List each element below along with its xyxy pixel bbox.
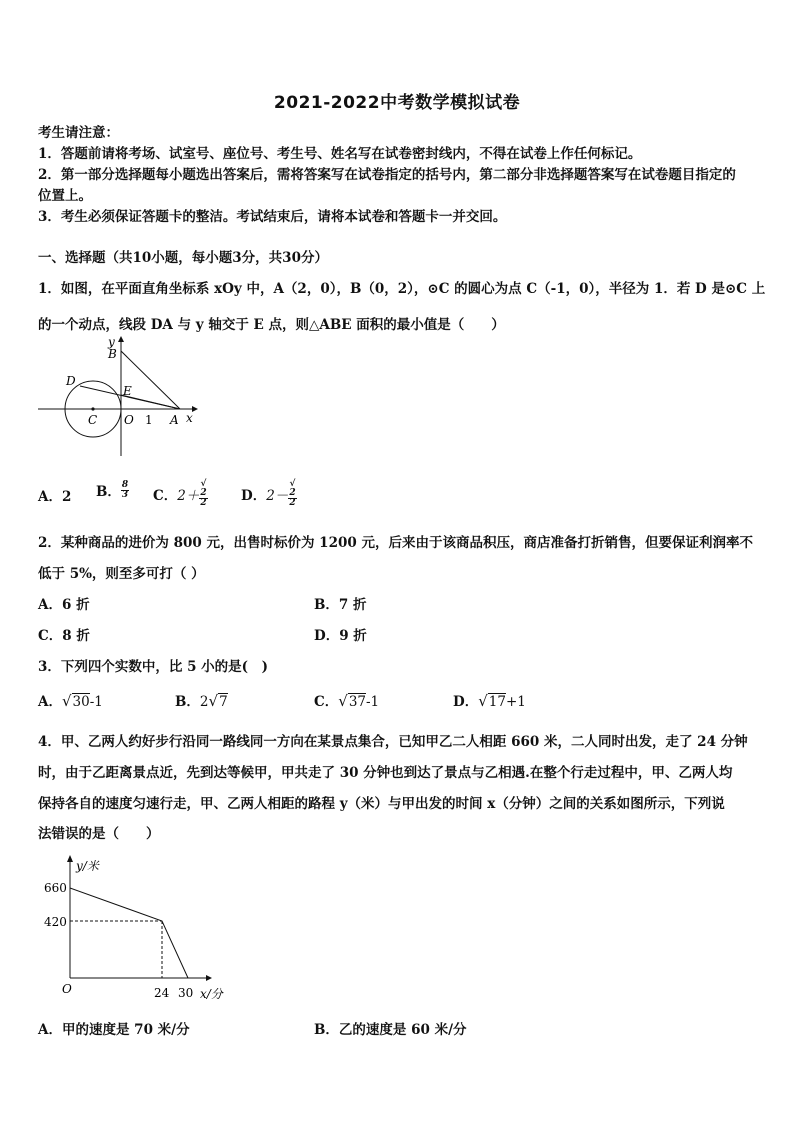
label-y: y bbox=[108, 335, 115, 349]
q3-option-c[interactable]: C．√37-1 bbox=[314, 692, 380, 710]
q1-option-d[interactable] bbox=[241, 480, 297, 508]
option-tail: -1 bbox=[366, 694, 380, 710]
q4-option-b[interactable]: B．乙的速度是 60 米/分 bbox=[314, 1022, 467, 1038]
notice-heading: 考生请注意： bbox=[38, 125, 119, 141]
label-e: E bbox=[123, 384, 132, 398]
fraction-den: 3 bbox=[121, 489, 129, 500]
section-heading: 一、选择题（共10小题，每小题3分，共30分） bbox=[38, 250, 328, 266]
q1-stem-line: 1．如图，在平面直角坐标系 xOy 中，A（2，0），B（0，2），⊙C 的圆心为点 C（-1，0），半径为 1．若 D 是⊙C 上 bbox=[38, 281, 766, 297]
q4-stem-line: 法错误的是（ ） bbox=[38, 826, 160, 842]
label-b: B bbox=[108, 347, 117, 361]
q2-option-b[interactable]: B．7 折 bbox=[314, 597, 367, 613]
q2-stem-line: 低于 5%，则至多可打（ ） bbox=[38, 566, 205, 582]
tick-660: 660 bbox=[44, 881, 67, 895]
tick-420: 420 bbox=[44, 915, 67, 929]
distance-line bbox=[70, 888, 188, 978]
label-c: C bbox=[88, 413, 98, 427]
option-tail: -1 bbox=[89, 694, 103, 710]
q1-stem-line: 的一个动点，线段 DA 与 y 轴交于 E 点，则△ABE 面积的最小值是（ ） bbox=[38, 317, 505, 333]
tick-24: 24 bbox=[154, 986, 170, 1000]
notice-item: 2．第一部分选择题每小题选出答案后，需将答案写在试卷指定的括号内，第二部分非选择题答案写在试卷题目指定的 bbox=[38, 167, 736, 183]
option-label: B． bbox=[96, 484, 121, 500]
option-label: C． bbox=[314, 694, 339, 710]
fraction: √ 2 2 bbox=[289, 479, 296, 508]
label-a: A bbox=[170, 413, 179, 427]
radicand: 37 bbox=[348, 694, 366, 710]
fraction-num: 2 bbox=[200, 488, 207, 498]
label-one: 1 bbox=[145, 413, 153, 427]
fraction-num: 2 bbox=[289, 488, 296, 498]
q3-option-d[interactable]: D．√17+1 bbox=[453, 692, 526, 710]
notice-item: 3．考生必须保证答题卡的整洁。考试结束后，请将本试卷和答题卡一并交回。 bbox=[38, 209, 507, 225]
q4-stem-line: 4．甲、乙两人约好步行沿同一路线同一方向在某景点集合，已知甲乙二人相距 660 米，二人同时出发，走了 24 分钟 bbox=[38, 734, 748, 750]
fraction-num: 8 bbox=[121, 479, 129, 490]
fraction: √ 2 2 bbox=[200, 479, 207, 508]
q3-stem-line: 3．下列四个实数中，比 5 小的是( ) bbox=[38, 659, 268, 675]
q3-option-b[interactable]: B．2√7 bbox=[175, 692, 228, 710]
x-axis-arrow-icon bbox=[206, 975, 212, 981]
q1-option-b[interactable] bbox=[96, 480, 129, 500]
y-axis-arrow-icon bbox=[118, 336, 124, 342]
label-d: D bbox=[66, 374, 76, 388]
notice-item: 1．答题前请将考场、试室号、座位号、考生号、姓名写在试卷密封线内，不得在试卷上作任何标记。 bbox=[38, 146, 642, 162]
q2-option-d[interactable]: D．9 折 bbox=[314, 628, 367, 644]
fraction-den: 2 bbox=[289, 498, 296, 508]
q4-figure bbox=[40, 852, 240, 1004]
y-axis-arrow-icon bbox=[67, 855, 73, 862]
label-o: O bbox=[62, 982, 72, 996]
q1-option-c[interactable] bbox=[153, 480, 208, 508]
option-tail: +1 bbox=[505, 694, 526, 710]
radicand: 30 bbox=[72, 694, 90, 710]
option-label: D． bbox=[241, 488, 267, 504]
option-label: A． bbox=[38, 694, 62, 710]
axis-label-y: y/米 bbox=[76, 859, 99, 873]
notice-item: 位置上。 bbox=[38, 188, 92, 204]
label-x: x bbox=[186, 411, 193, 425]
q1-option-a[interactable]: A．2 bbox=[38, 489, 72, 505]
tick-30: 30 bbox=[178, 986, 194, 1000]
option-int: 2＋ bbox=[177, 488, 200, 504]
axis-label-x: x/分 bbox=[200, 987, 223, 1001]
q4-stem-line: 保持各自的速度匀速行走，甲、乙两人相距的路程 y（米）与甲出发的时间 x（分钟）之间的关系如图所示，下列说 bbox=[38, 796, 725, 812]
point-c bbox=[91, 407, 94, 410]
radicand: 17 bbox=[488, 694, 506, 710]
x-axis-arrow-icon bbox=[192, 406, 198, 412]
q2-option-c[interactable]: C．8 折 bbox=[38, 628, 90, 644]
q2-option-a[interactable]: A．6 折 bbox=[38, 597, 90, 613]
q2-stem-line: 2．某种商品的进价为 800 元，出售时标价为 1200 元，后来由于该商品积压，商店准备打折销售，但要保证利润率不 bbox=[38, 535, 753, 551]
fraction bbox=[121, 481, 129, 500]
option-label: D． bbox=[453, 694, 479, 710]
option-label: C． bbox=[153, 488, 178, 504]
radicand: 7 bbox=[219, 694, 228, 710]
q4-option-a[interactable]: A．甲的速度是 70 米/分 bbox=[38, 1022, 190, 1038]
page-title: 2021-2022中考数学模拟试卷 bbox=[273, 93, 521, 113]
q3-option-a[interactable]: A．√30-1 bbox=[38, 692, 103, 710]
q4-stem-line: 时，由于乙距离景点近，先到达等候甲，甲共走了 30 分钟也到达了景点与乙相遇.在整个行走过程中，甲、乙两人均 bbox=[38, 765, 733, 781]
option-int: 2－ bbox=[266, 488, 289, 504]
option-pre: 2 bbox=[199, 694, 209, 710]
q1-figure bbox=[34, 334, 204, 459]
fraction-den: 2 bbox=[200, 498, 207, 508]
label-o: O bbox=[124, 413, 134, 427]
segment-ab bbox=[121, 351, 180, 409]
option-label: B． bbox=[175, 694, 200, 710]
